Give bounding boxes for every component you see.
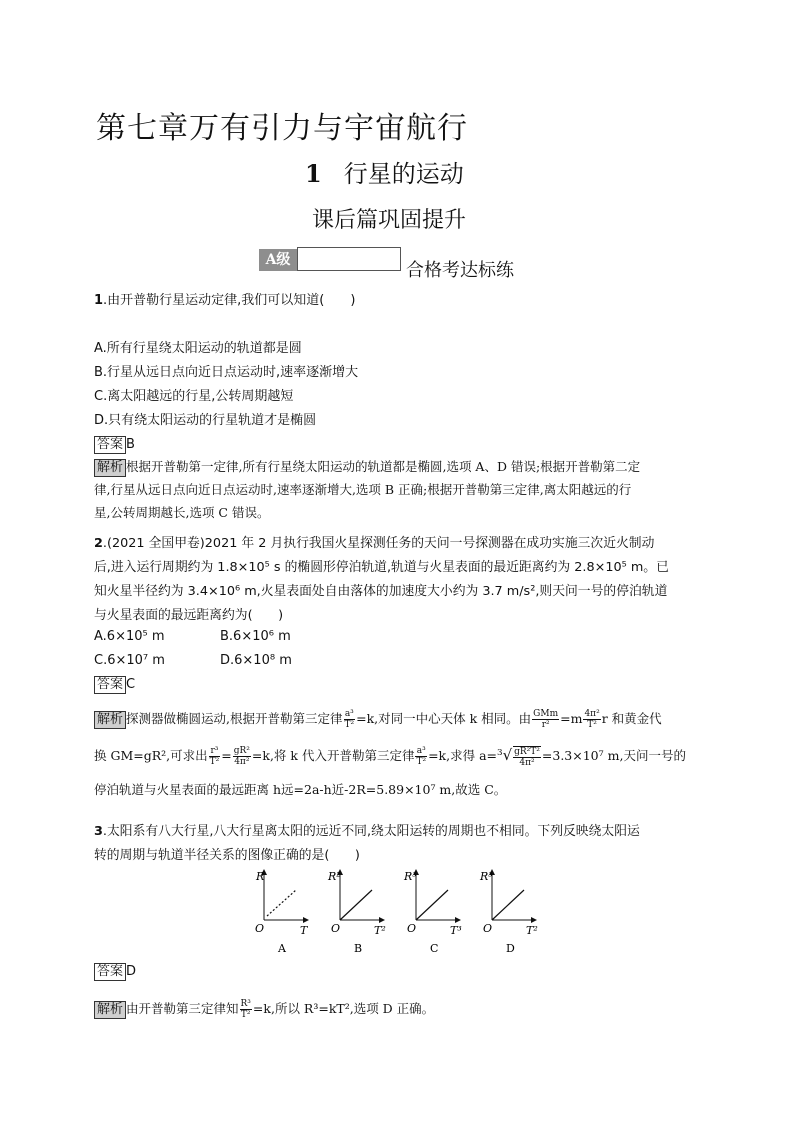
graph-b-origin: O (331, 922, 341, 935)
graph-c-caption: C (430, 942, 439, 955)
root-index: 3 (497, 748, 503, 758)
q2-analysis-line-3: 停泊轨道与火星表面的最远距离 h远=2a-h近-2R=5.89×10⁷ m,故选 C。 (94, 782, 507, 798)
q1-answer-value: B (126, 437, 135, 452)
graph-d-y-label: R³ (480, 870, 493, 883)
frac-num: gR²T² (514, 746, 540, 757)
frac-den: T² (587, 720, 597, 730)
q3-stem-line-1: .太阳系有八大行星,八大行星离太阳的远近不同,绕太阳运转的周期也不相同。下列反映绕太阳运 (102, 824, 640, 839)
q3-answer (94, 963, 136, 981)
graph-a (255, 870, 309, 955)
q3-stem-line-2: 转的周期与轨道半径关系的图像正确的是( ) (94, 848, 360, 863)
graph-a-x-label: T (300, 924, 308, 937)
q1-option-a: A.所有行星绕太阳运动的轨道都是圆 (94, 341, 302, 356)
radical-sign: √ (502, 746, 513, 765)
question-1-number: 1 (94, 293, 104, 308)
frac-den: T² (240, 1010, 251, 1020)
frac-num: GMm (533, 709, 559, 719)
question-3-number: 3 (94, 824, 103, 839)
q2-option-c: C.6×10⁷ m (94, 653, 165, 668)
graph-c-origin: O (407, 922, 417, 935)
graph-c-y-label: R³ (404, 870, 417, 883)
q2-analysis-text: =m (560, 711, 583, 726)
page-subtitle: 课后篇巩固提升 (312, 208, 467, 233)
graph-d-caption: D (506, 942, 515, 955)
fraction (344, 709, 356, 730)
graph-b-x-label: T² (374, 924, 386, 937)
q1-option-b: B.行星从远日点向近日点运动时,速率逐渐增大 (94, 365, 359, 380)
graph-b-caption: B (354, 942, 363, 955)
fraction (209, 746, 221, 767)
analysis-tag: 解析 (94, 459, 126, 477)
chapter-title: 第七章万有引力与宇宙航行 (96, 111, 468, 146)
q2-option-a: A.6×10⁵ m (94, 629, 165, 644)
q2-stem-line-2: 后,进入运行周期约为 1.8×10⁵ s 的椭圆形停泊轨道,轨道与火星表面的最近距离约为 2.8×10⁵ m。已 (94, 560, 669, 575)
graph-d-x-label: T² (526, 924, 538, 937)
q2-stem-line-3: 知火星半径约为 3.4×10⁶ m,火星表面处自由落体的加速度大小约为 3.7 m/s²,则天问一号的停泊轨道 (94, 584, 668, 599)
q2-answer-value: C (126, 677, 136, 692)
frac-den: T² (344, 720, 355, 730)
level-box (297, 247, 401, 271)
q1-analysis (94, 455, 704, 524)
frac-den: 4π² (519, 757, 535, 768)
frac-den: T² (416, 757, 427, 768)
q2-option-b: B.6×10⁶ m (220, 629, 291, 644)
q2-analysis-text: 探测器做椭圆运动,根据开普勒第三定律 (126, 711, 343, 726)
q1-answer (94, 436, 135, 454)
graph-a-y-label: R (256, 870, 265, 883)
graph-c-x-label: T³ (450, 924, 462, 937)
fraction (233, 746, 251, 767)
q2-analysis-text: 换 GM=gR²,可求出 (94, 748, 208, 764)
q1-analysis-line-2: 律,行星从远日点向近日点运动时,速率逐渐增大,选项 B 正确;根据开普勒第三定律,离太阳越远的行 (94, 482, 632, 497)
answer-tag: 答案 (94, 676, 126, 694)
graph-b-y-label: R² (328, 870, 341, 883)
q2-analysis-text: =k,对同一中心天体 k 相同。由 (356, 711, 532, 726)
q2-analysis-text: r 和黄金代 (601, 711, 662, 726)
section-number: 1 (305, 159, 322, 188)
answer-tag: 答案 (94, 963, 126, 981)
frac-num: a³ (416, 746, 426, 757)
q2-stem-line-4: 与火星表面的最远距离约为( ) (94, 608, 284, 623)
answer-tag: 答案 (94, 436, 126, 454)
frac-num: gR² (233, 746, 250, 757)
q1-analysis-line-3: 星,公转周期越长,选项 C 错误。 (94, 505, 270, 520)
section-title-text: 行星的运动 (343, 160, 464, 188)
q3-graphs (250, 868, 550, 958)
q1-analysis-line-1: 根据开普勒第一定律,所有行星绕太阳运动的轨道都是椭圆,选项 A、D 错误;根据开普勒第二定 (126, 459, 641, 474)
fraction (415, 746, 427, 767)
frac-num: 4π² (584, 709, 600, 719)
q2-analysis-text: = (221, 748, 232, 764)
q2-analysis-text: =k,将 k 代入开普勒第三定律 (251, 748, 415, 764)
level-badge: A级 (259, 249, 297, 271)
q2-option-d: D.6×10⁸ m (220, 653, 292, 668)
fraction (532, 709, 559, 730)
q3-answer-value: D (126, 964, 137, 979)
analysis-tag: 解析 (94, 711, 126, 729)
q1-option-d: D.只有绕太阳运动的行星轨道才是椭圆 (94, 413, 317, 428)
frac-num: r³ (210, 746, 219, 757)
frac-num: R³ (240, 999, 251, 1009)
level-text: 合格考达标练 (406, 260, 514, 281)
q1-option-c: C.离太阳越远的行星,公转周期越短 (94, 389, 294, 404)
graph-d-origin: O (483, 922, 493, 935)
graph-c (403, 870, 462, 955)
q3-analysis (94, 994, 434, 1024)
graph-b (327, 870, 386, 955)
fraction (583, 709, 600, 730)
graph-a-origin: O (255, 922, 265, 935)
q2-analysis (94, 702, 714, 807)
q2-analysis-text: =3.3×10⁷ m,天问一号的 (541, 748, 686, 764)
fraction (240, 999, 252, 1020)
graph-d (479, 870, 538, 955)
q2-stem-line-1: .(2021 全国甲卷)2021 年 2 月执行我国火星探测任务的天问一号探测器在成功实施三次近火制动 (102, 536, 655, 551)
frac-den: 4π² (234, 757, 250, 768)
analysis-tag: 解析 (94, 1001, 126, 1019)
frac-den: r² (541, 720, 550, 730)
q2-analysis-text: =k,求得 a= (428, 748, 497, 764)
question-3-stem (94, 820, 640, 868)
q3-analysis-text: =k,所以 R³=kT²,选项 D 正确。 (252, 1001, 435, 1016)
question-2-stem (94, 532, 669, 628)
frac-num: a³ (344, 709, 354, 719)
frac-den: T² (209, 757, 220, 768)
section-title (305, 154, 464, 189)
graph-a-caption: A (278, 942, 286, 955)
question-2-number: 2 (94, 536, 103, 551)
q2-answer (94, 676, 135, 694)
fraction (513, 746, 541, 768)
question-1-text: .由开普勒行星运动定律,我们可以知道( ) (103, 293, 356, 308)
q3-analysis-text: 由开普勒第三定律知 (126, 1001, 239, 1016)
question-1-stem (94, 292, 355, 309)
